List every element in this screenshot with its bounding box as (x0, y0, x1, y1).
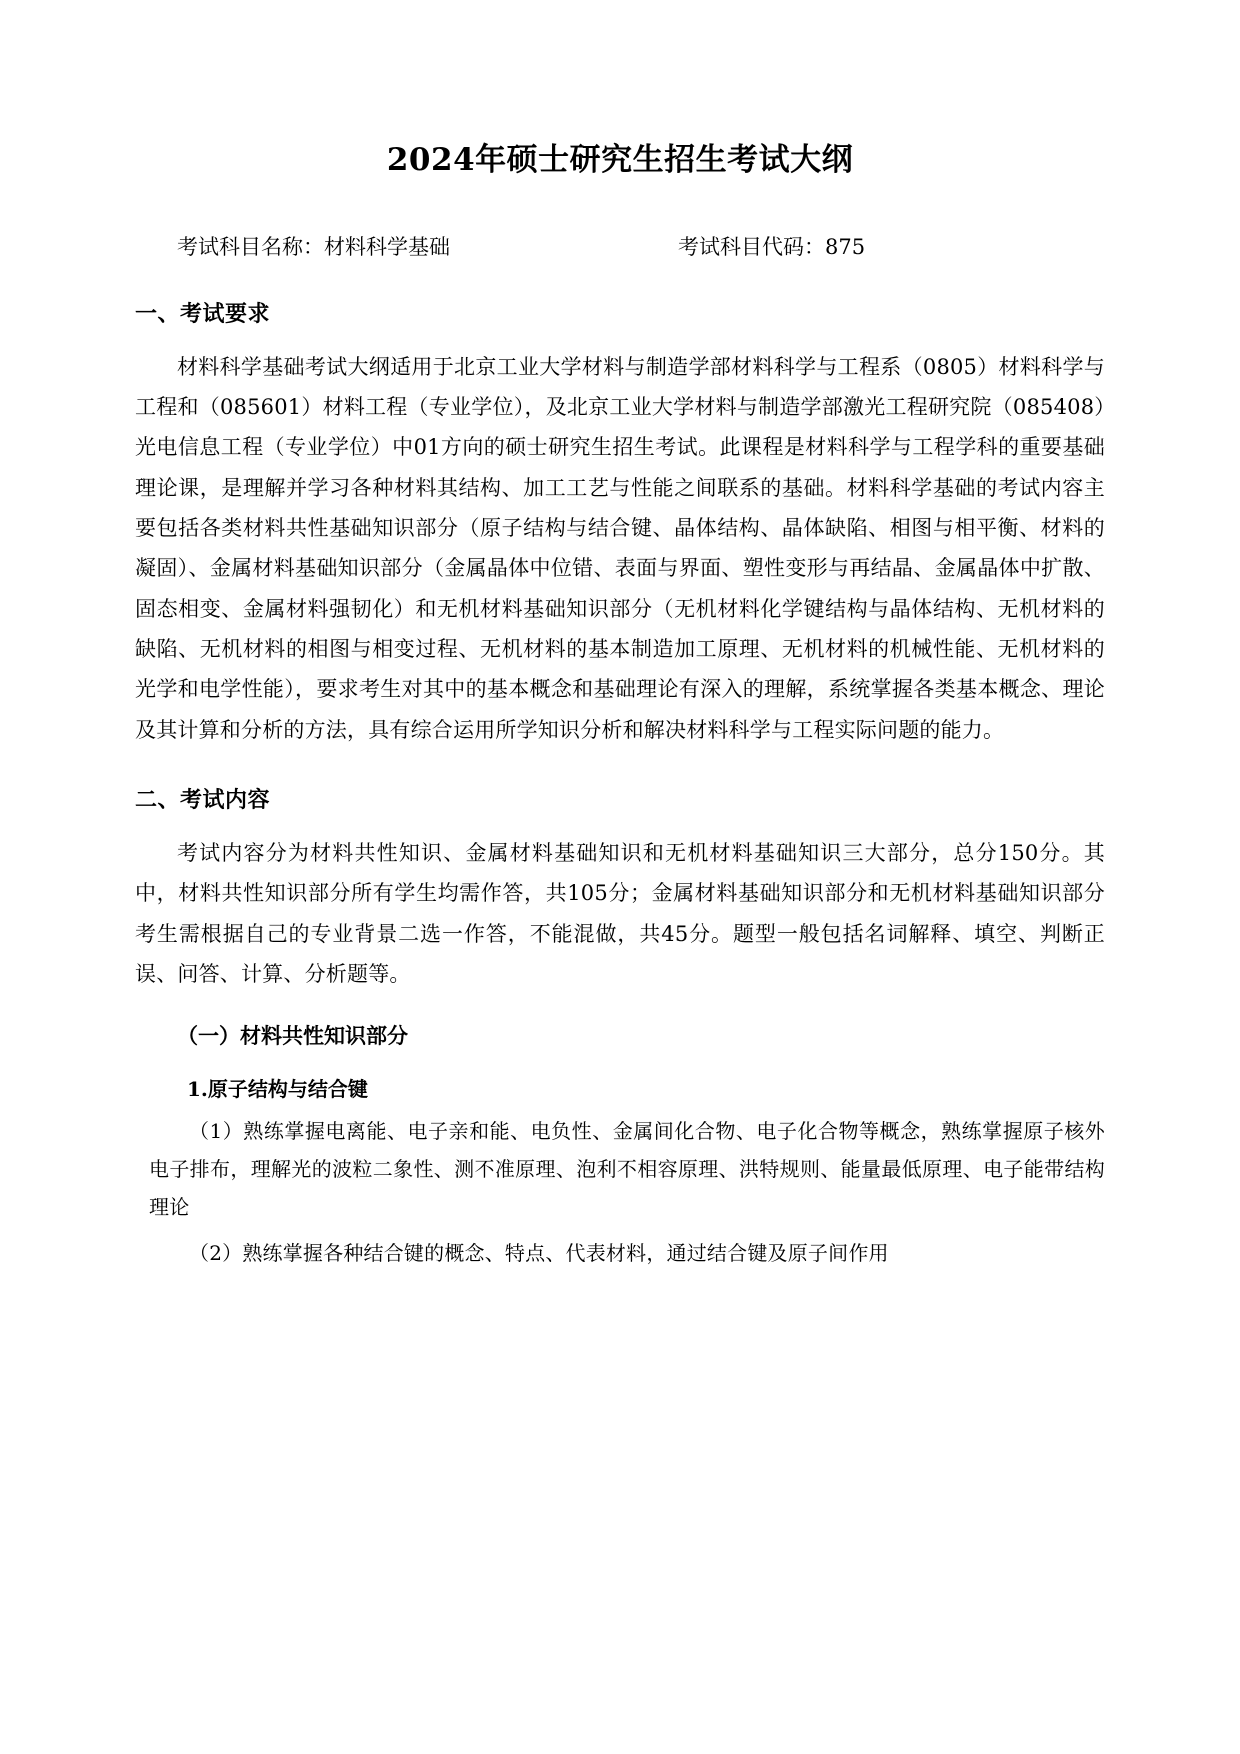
section-heading-exam-content: 二、考试内容 (135, 786, 271, 813)
subject-code: 考试科目代码：875 (678, 235, 866, 260)
topic-item-1: （1）熟练掌握电离能、电子亲和能、电负性、金属间化合物、电子化合物等概念，熟练掌握原子核外电子排布，理解光的波粒二象性、测不准原理、泡利不相容原理、洪特规则、能量最低原理、电子能带结构理论 (149, 1118, 1105, 1219)
topic-item-2: （2）熟练掌握各种结合键的概念、特点、代表材料，通过结合键及原子间作用 (189, 1240, 889, 1265)
subject-info-row (135, 232, 1105, 264)
section-heading-exam-requirements: 一、考试要求 (135, 300, 271, 327)
exam-content-paragraph: 考试内容分为材料共性知识、金属材料基础知识和无机材料基础知识三大部分，总分150分。其中，材料共性知识部分所有学生均需作答，共105分；金属材料基础知识部分和无机材料基础知识部分考生需根据自己的专业背景二选一作答，不能混做，共45分。题型一般包括名词解释、填空、判断正误、问答、计算、分析题等。 (135, 840, 1105, 986)
exam-requirements-paragraph: 材料科学基础考试大纲适用于北京工业大学材料与制造学部材料科学与工程系（0805）材料科学与工程和（085601）材料工程（专业学位），及北京工业大学材料与制造学部激光工程研究院（085408）光电信息工程（专业学位）中01方向的硕士研究生招生考试。此课程是材料科学与工程学科的重要基础理论课，是理解并学习各种材料其结构、加工工艺与性能之间联系的基础。材料科学基础的考试内容主要包括各类材料共性基础知识部分（原子结构与结合键、晶体结构、晶体缺陷、相图与相平衡、材料的凝固）、金属材料基础知识部分（金属晶体中位错、表面与界面、塑性变形与再结晶、金属晶体中扩散、固态相变、金属材料强韧化）和无机材料基础知识部分（无机材料化学键结构与晶体结构、无机材料的缺陷、无机材料的相图与相变过程、无机材料的基本制造加工原理、无机材料的机械性能、无机材料的光学和电学性能），要求考生对其中的基本概念和基础理论有深入的理解，系统掌握各类基本概念、理论及其计算和分析的方法，具有综合运用所学知识分析和解决材料科学与工程实际问题的能力。 (135, 354, 1105, 742)
topic-heading-atomic-structure: 1.原子结构与结合键 (187, 1076, 368, 1101)
subsection-heading-common-knowledge: （一）材料共性知识部分 (177, 1023, 408, 1049)
subject-name: 考试科目名称：材料科学基础 (177, 235, 450, 260)
page-title: 2024年硕士研究生招生考试大纲 (386, 142, 854, 178)
